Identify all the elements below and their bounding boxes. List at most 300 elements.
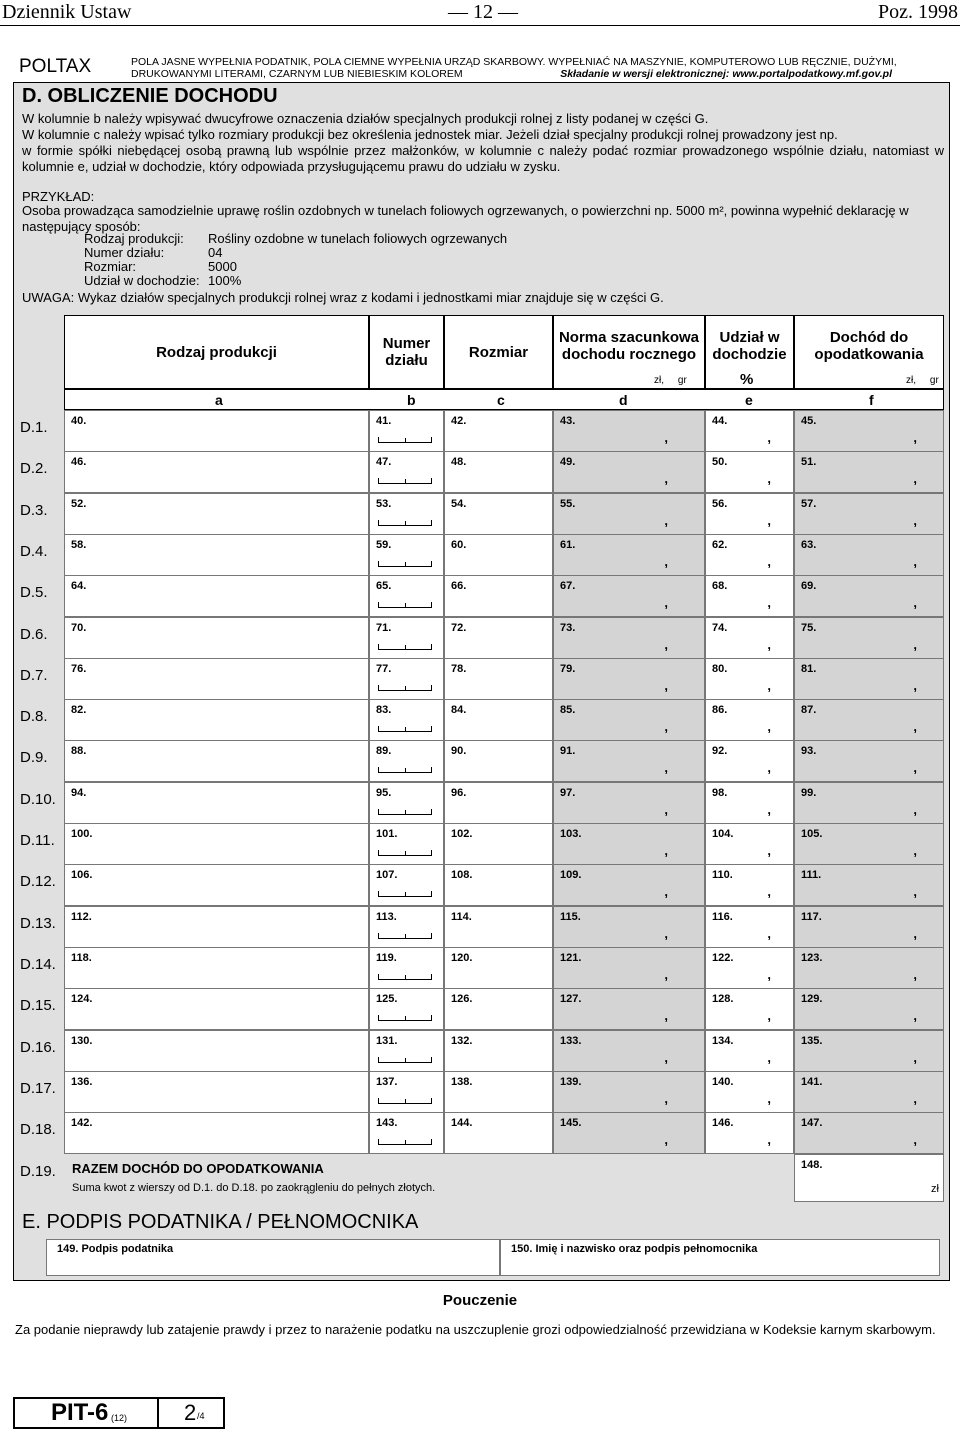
- income-norm-field[interactable]: [553, 410, 705, 452]
- field-number: 98.: [712, 786, 728, 799]
- share-field[interactable]: [705, 1030, 794, 1072]
- decimal-comma: ,: [767, 677, 771, 693]
- letter-b: b: [407, 392, 416, 408]
- form-page-total: /4: [197, 1411, 205, 1421]
- header-a: Rodzaj produkcji: [64, 315, 369, 389]
- example-value: 5000: [208, 259, 237, 274]
- income-norm-field[interactable]: [553, 699, 705, 741]
- decimal-comma: ,: [767, 801, 771, 817]
- department-number-field[interactable]: [369, 1071, 444, 1113]
- taxable-income-field[interactable]: [794, 1071, 944, 1113]
- income-norm-field[interactable]: [553, 823, 705, 865]
- field-number: 44.: [712, 415, 728, 427]
- table-row: [14, 740, 951, 782]
- header-e: Udział w dochodzie: [705, 315, 794, 389]
- digit-boxes: [378, 1057, 432, 1063]
- field-number: 55.: [560, 497, 576, 510]
- production-type-field[interactable]: [64, 1071, 369, 1113]
- field-number: 147.: [801, 1117, 823, 1130]
- size-field[interactable]: [444, 1071, 553, 1113]
- taxable-income-field[interactable]: [794, 617, 944, 659]
- taxable-income-field[interactable]: [794, 988, 944, 1030]
- field-number: 63.: [801, 538, 817, 551]
- digit-boxes: [378, 644, 432, 650]
- digit-boxes: [378, 561, 432, 567]
- taxpayer-signature-field[interactable]: [46, 1239, 500, 1276]
- notice-title: Pouczenie: [442, 1292, 518, 1309]
- form-page-number: 2: [184, 1400, 197, 1425]
- header-d: Norma szacunkowa dochodu rocznego: [553, 315, 705, 389]
- decimal-comma: ,: [913, 1132, 917, 1148]
- decimal-comma: ,: [664, 801, 668, 817]
- instruction-line: W kolumnie b należy wpisywać dwucyfrowe oznaczenia działów specjalnych produkcji rolnej z listy podanej w części G.: [22, 111, 709, 126]
- decimal-comma: ,: [913, 760, 917, 776]
- department-number-field[interactable]: [369, 493, 444, 535]
- header-f: Dochód do opodatkowania: [794, 315, 944, 389]
- digit-boxes: [378, 767, 432, 773]
- field-number: 69.: [801, 580, 817, 593]
- field-number: 146.: [712, 1117, 734, 1130]
- department-number-field[interactable]: [369, 740, 444, 782]
- department-number-field[interactable]: [369, 410, 444, 452]
- department-number-field[interactable]: [369, 1030, 444, 1072]
- field-number: 144.: [451, 1117, 473, 1130]
- share-field[interactable]: [705, 906, 794, 948]
- decimal-comma: ,: [767, 760, 771, 776]
- taxable-income-field[interactable]: [794, 493, 944, 535]
- department-number-field[interactable]: [369, 864, 444, 906]
- table-row: [14, 906, 951, 948]
- field-number: 81.: [801, 662, 817, 675]
- production-type-field[interactable]: [64, 988, 369, 1030]
- share-field[interactable]: [705, 988, 794, 1030]
- form-version: (12): [111, 1413, 128, 1423]
- letter-e: e: [745, 392, 753, 408]
- field-number: 121.: [560, 951, 582, 964]
- total-income-field[interactable]: [794, 1154, 944, 1202]
- row-label: D.15.: [20, 997, 56, 1015]
- field-number: 93.: [801, 745, 817, 758]
- field-number: 62.: [712, 538, 728, 551]
- share-field[interactable]: [705, 534, 794, 576]
- size-field[interactable]: [444, 988, 553, 1030]
- taxable-income-field[interactable]: [794, 823, 944, 865]
- decimal-comma: ,: [664, 471, 668, 487]
- decimal-comma: ,: [664, 1132, 668, 1148]
- row-label: D.2.: [20, 460, 48, 478]
- table-row: [14, 699, 951, 741]
- field-number: 58.: [71, 538, 87, 551]
- section-e-title: E. PODPIS PODATNIKA / PEŁNOMOCNIKA: [22, 1211, 419, 1233]
- decimal-comma: ,: [767, 471, 771, 487]
- field-number: 77.: [376, 662, 392, 675]
- digit-boxes: [378, 891, 432, 897]
- taxable-income-field[interactable]: [794, 575, 944, 617]
- field-number: 57.: [801, 497, 817, 510]
- position-number: Poz. 1998: [878, 1, 958, 23]
- digit-boxes: [378, 1098, 432, 1104]
- page-number: — 12 —: [448, 1, 518, 23]
- field-number: 46.: [71, 456, 87, 469]
- field-number: 135.: [801, 1034, 823, 1047]
- digit-boxes: [378, 478, 432, 484]
- field-number: 73.: [560, 621, 576, 634]
- size-field[interactable]: [444, 906, 553, 948]
- department-number-field[interactable]: [369, 906, 444, 948]
- taxable-income-field[interactable]: [794, 699, 944, 741]
- field-number: 140.: [712, 1075, 734, 1088]
- digit-boxes: [378, 437, 432, 443]
- field-number: 130.: [71, 1034, 93, 1047]
- field-number: 90.: [451, 745, 467, 758]
- size-field[interactable]: [444, 451, 553, 493]
- table-row: [14, 617, 951, 659]
- share-field[interactable]: [705, 493, 794, 535]
- decimal-comma: ,: [664, 925, 668, 941]
- decimal-comma: ,: [767, 843, 771, 858]
- field-number: 85.: [560, 704, 576, 717]
- share-field[interactable]: [705, 740, 794, 782]
- decimal-comma: ,: [767, 1008, 771, 1024]
- field-number: 137.: [376, 1075, 398, 1088]
- size-field[interactable]: [444, 493, 553, 535]
- taxable-income-field[interactable]: [794, 947, 944, 989]
- field-number: 126.: [451, 993, 473, 1006]
- field-number: 83.: [376, 704, 392, 717]
- taxable-income-field[interactable]: [794, 451, 944, 493]
- share-field[interactable]: [705, 1112, 794, 1154]
- table-row: [14, 988, 951, 1030]
- field-number: 88.: [71, 745, 87, 758]
- field-number: 124.: [71, 993, 93, 1006]
- income-norm-field[interactable]: [553, 493, 705, 535]
- income-norm-field[interactable]: [553, 864, 705, 906]
- department-number-field[interactable]: [369, 988, 444, 1030]
- field-number: 48.: [451, 456, 467, 469]
- share-field[interactable]: [705, 575, 794, 617]
- income-norm-field[interactable]: [553, 740, 705, 782]
- header-b: Numer działu: [369, 315, 444, 389]
- taxable-income-field[interactable]: [794, 782, 944, 824]
- department-number-field[interactable]: [369, 823, 444, 865]
- field-number: 79.: [560, 662, 576, 675]
- form-code: PIT-6: [51, 1399, 109, 1426]
- production-type-field[interactable]: [64, 493, 369, 535]
- production-type-field[interactable]: [64, 1030, 369, 1072]
- decimal-comma: ,: [767, 1090, 771, 1106]
- size-field[interactable]: [444, 575, 553, 617]
- field-number: 136.: [71, 1075, 93, 1088]
- table-row: [14, 493, 951, 535]
- table-row: [14, 1112, 951, 1154]
- size-field[interactable]: [444, 1112, 553, 1154]
- department-number-field[interactable]: [369, 658, 444, 700]
- field-number: 105.: [801, 828, 823, 840]
- table-row: [14, 1030, 951, 1072]
- field-number: 74.: [712, 621, 728, 634]
- size-field[interactable]: [444, 823, 553, 865]
- table-row: [14, 658, 951, 700]
- field-number: 122.: [712, 951, 734, 964]
- decimal-comma: ,: [664, 1049, 668, 1065]
- field-number: 104.: [712, 828, 734, 840]
- example-value: 100%: [208, 273, 242, 288]
- taxable-income-field[interactable]: [794, 906, 944, 948]
- decimal-comma: ,: [913, 719, 917, 735]
- field-number: 142.: [71, 1117, 93, 1130]
- share-field[interactable]: [705, 947, 794, 989]
- share-field[interactable]: [705, 1071, 794, 1113]
- income-norm-field[interactable]: [553, 947, 705, 989]
- income-norm-field[interactable]: [553, 575, 705, 617]
- department-number-field[interactable]: [369, 451, 444, 493]
- decimal-comma: ,: [913, 884, 917, 900]
- department-number-field[interactable]: [369, 534, 444, 576]
- notice-text: Za podanie nieprawdy lub zatajenie prawdy i przez to narażenie podatku na uszczuplenie grozi odpowiedzialność przewidziana w Kodeksie karnym skarbowym.: [15, 1322, 936, 1337]
- production-type-field[interactable]: [64, 947, 369, 989]
- fill-instruction-1: POLA JASNE WYPEŁNIA PODATNIK, POLA CIEMNE WYPEŁNIA URZĄD SKARBOWY. WYPEŁNIAĆ NA MASZYNIE, KOMPUTEROWO LUB RĘCZNIE, DUŻYMI,: [131, 56, 897, 68]
- example-label: Numer działu:: [84, 245, 165, 260]
- decimal-comma: ,: [913, 471, 917, 487]
- size-field[interactable]: [444, 1030, 553, 1072]
- production-type-field[interactable]: [64, 534, 369, 576]
- field-number: 64.: [71, 580, 87, 593]
- digit-boxes: [378, 974, 432, 980]
- field-number: 118.: [71, 951, 92, 964]
- production-type-field[interactable]: [64, 617, 369, 659]
- field-number: 95.: [376, 786, 392, 799]
- example-title: PRZYKŁAD:: [22, 189, 95, 204]
- share-field[interactable]: [705, 782, 794, 824]
- production-type-field[interactable]: [64, 864, 369, 906]
- production-type-field[interactable]: [64, 906, 369, 948]
- share-field[interactable]: [705, 658, 794, 700]
- total-unit: zł: [931, 1183, 939, 1195]
- row-label: D.1.: [20, 419, 48, 436]
- decimal-comma: ,: [767, 925, 771, 941]
- row-label: D.7.: [20, 666, 48, 684]
- income-norm-field[interactable]: [553, 451, 705, 493]
- row-label: D.17.: [20, 1079, 56, 1097]
- row-label: D.14.: [20, 955, 56, 973]
- production-type-field[interactable]: [64, 740, 369, 782]
- size-field[interactable]: [444, 658, 553, 700]
- field-label: 150. Imię i nazwisko oraz podpis pełnomocnika: [511, 1243, 758, 1255]
- income-norm-field[interactable]: [553, 534, 705, 576]
- production-type-field[interactable]: [64, 658, 369, 700]
- taxable-income-field[interactable]: [794, 534, 944, 576]
- production-type-field[interactable]: [64, 410, 369, 452]
- footer-divider: [157, 1399, 159, 1427]
- size-field[interactable]: [444, 410, 553, 452]
- field-number: 134.: [712, 1034, 734, 1047]
- field-number: 96.: [451, 786, 467, 799]
- department-number-field[interactable]: [369, 1112, 444, 1154]
- digit-boxes: [378, 850, 432, 856]
- field-number: 115.: [560, 910, 581, 923]
- field-number: 68.: [712, 580, 728, 593]
- field-number: 129.: [801, 993, 823, 1006]
- share-field[interactable]: [705, 617, 794, 659]
- row-label: D.13.: [20, 914, 56, 932]
- field-number: 109.: [560, 869, 582, 882]
- decimal-comma: ,: [913, 843, 917, 858]
- field-number: 117.: [801, 910, 822, 923]
- production-type-field[interactable]: [64, 823, 369, 865]
- table-row: [14, 782, 951, 824]
- department-number-field[interactable]: [369, 947, 444, 989]
- production-type-field[interactable]: [64, 451, 369, 493]
- decimal-comma: ,: [913, 1090, 917, 1106]
- example-row: [84, 231, 508, 246]
- field-number: 53.: [376, 497, 392, 510]
- share-field[interactable]: [705, 410, 794, 452]
- field-number: 92.: [712, 745, 728, 758]
- fill-instruction-2: DRUKOWANYMI LITERAMI, CZARNYM LUB NIEBIESKIM KOLOREM: [131, 68, 463, 80]
- journal-name: Dziennik Ustaw: [2, 1, 132, 23]
- field-number: 111.: [801, 869, 822, 882]
- share-field[interactable]: [705, 699, 794, 741]
- share-field[interactable]: [705, 451, 794, 493]
- field-number: 113.: [376, 910, 397, 923]
- size-field[interactable]: [444, 947, 553, 989]
- row-label: D.4.: [20, 542, 48, 560]
- income-norm-field[interactable]: [553, 782, 705, 824]
- field-number: 132.: [451, 1034, 473, 1047]
- income-table: [14, 315, 951, 1195]
- decimal-comma: ,: [767, 512, 771, 528]
- field-number: 145.: [560, 1117, 582, 1130]
- income-norm-field[interactable]: [553, 617, 705, 659]
- decimal-comma: ,: [664, 553, 668, 569]
- table-row: [14, 451, 951, 493]
- field-number: 67.: [560, 580, 576, 593]
- field-number: 89.: [376, 745, 392, 758]
- field-number: 43.: [560, 415, 576, 427]
- example-label: Udział w dochodzie:: [84, 273, 200, 288]
- proxy-signature-field[interactable]: [500, 1239, 940, 1276]
- share-field[interactable]: [705, 823, 794, 865]
- income-norm-field[interactable]: [553, 988, 705, 1030]
- decimal-comma: ,: [664, 719, 668, 735]
- department-number-field[interactable]: [369, 617, 444, 659]
- production-type-field[interactable]: [64, 1112, 369, 1154]
- total-title: RAZEM DOCHÓD DO OPODATKOWANIA: [72, 1161, 324, 1176]
- size-field[interactable]: [444, 534, 553, 576]
- decimal-comma: ,: [664, 595, 668, 611]
- income-norm-field[interactable]: [553, 1030, 705, 1072]
- row-label: D.10.: [20, 790, 56, 808]
- field-number: 148.: [801, 1159, 823, 1171]
- share-field[interactable]: [705, 864, 794, 906]
- income-norm-field[interactable]: [553, 658, 705, 700]
- field-number: 82.: [71, 704, 87, 717]
- field-number: 107.: [376, 869, 398, 882]
- field-number: 138.: [451, 1075, 473, 1088]
- decimal-comma: ,: [767, 884, 771, 900]
- income-norm-field[interactable]: [553, 906, 705, 948]
- field-number: 110.: [712, 869, 733, 882]
- field-number: 66.: [451, 580, 467, 593]
- field-number: 133.: [560, 1034, 582, 1047]
- field-number: 143.: [376, 1117, 398, 1130]
- field-number: 123.: [801, 951, 823, 964]
- decimal-comma: ,: [913, 512, 917, 528]
- field-number: 102.: [451, 828, 473, 840]
- field-number: 50.: [712, 456, 728, 469]
- production-type-field[interactable]: [64, 782, 369, 824]
- income-norm-field[interactable]: [553, 1112, 705, 1154]
- field-number: 106.: [71, 869, 93, 882]
- table-row: [14, 947, 951, 989]
- taxable-income-field[interactable]: [794, 658, 944, 700]
- production-type-field[interactable]: [64, 699, 369, 741]
- digit-boxes: [378, 520, 432, 526]
- decimal-comma: ,: [913, 1049, 917, 1065]
- field-number: 40.: [71, 415, 87, 427]
- size-field[interactable]: [444, 617, 553, 659]
- field-number: 128.: [712, 993, 734, 1006]
- field-number: 45.: [801, 415, 817, 427]
- taxable-income-field[interactable]: [794, 864, 944, 906]
- decimal-comma: ,: [767, 636, 771, 652]
- example-row: [84, 273, 242, 288]
- total-subtitle: Suma kwot z wierszy od D.1. do D.18. po zaokrągleniu do pełnych złotych.: [72, 1182, 436, 1194]
- field-number: 47.: [376, 456, 392, 469]
- row-label: D.16.: [20, 1038, 56, 1056]
- decimal-comma: ,: [767, 595, 771, 611]
- letter-a: a: [215, 392, 223, 408]
- field-number: 114.: [451, 910, 472, 923]
- department-number-field[interactable]: [369, 782, 444, 824]
- table-row: [14, 410, 951, 452]
- production-type-field[interactable]: [64, 575, 369, 617]
- electronic-filing-note: Składanie w wersji elektronicznej: www.portalpodatkowy.mf.gov.pl: [560, 68, 892, 80]
- department-number-field[interactable]: [369, 699, 444, 741]
- field-number: 127.: [560, 993, 582, 1006]
- decimal-comma: ,: [664, 677, 668, 693]
- taxable-income-field[interactable]: [794, 740, 944, 782]
- field-number: 87.: [801, 704, 817, 717]
- taxable-income-field[interactable]: [794, 1112, 944, 1154]
- field-number: 94.: [71, 786, 87, 799]
- field-number: 120.: [451, 951, 473, 964]
- decimal-comma: ,: [913, 801, 917, 817]
- row-label: D.6.: [20, 625, 48, 643]
- taxable-income-field[interactable]: [794, 1030, 944, 1072]
- letter-c: c: [497, 392, 505, 408]
- field-number: 97.: [560, 786, 576, 799]
- unit-e: %: [740, 371, 754, 388]
- size-field[interactable]: [444, 699, 553, 741]
- form-footer: [13, 1397, 225, 1429]
- digit-boxes: [378, 933, 432, 939]
- taxable-income-field[interactable]: [794, 410, 944, 452]
- example-label: Rozmiar:: [84, 259, 137, 274]
- digit-boxes: [378, 1139, 432, 1145]
- department-number-field[interactable]: [369, 575, 444, 617]
- form-section-box: [13, 82, 950, 1281]
- income-norm-field[interactable]: [553, 1071, 705, 1113]
- size-field[interactable]: [444, 782, 553, 824]
- row-label: D.9.: [20, 749, 48, 767]
- size-field[interactable]: [444, 740, 553, 782]
- instruction-line: W kolumnie c należy wpisać tylko rozmiary produkcji bez określenia jednostek miar. Jeżeli dział specjalny produkcji rolnej prowadzony jest np.: [22, 127, 838, 142]
- decimal-comma: ,: [767, 553, 771, 569]
- size-field[interactable]: [444, 864, 553, 906]
- field-number: 78.: [451, 662, 467, 675]
- digit-boxes: [378, 1015, 432, 1021]
